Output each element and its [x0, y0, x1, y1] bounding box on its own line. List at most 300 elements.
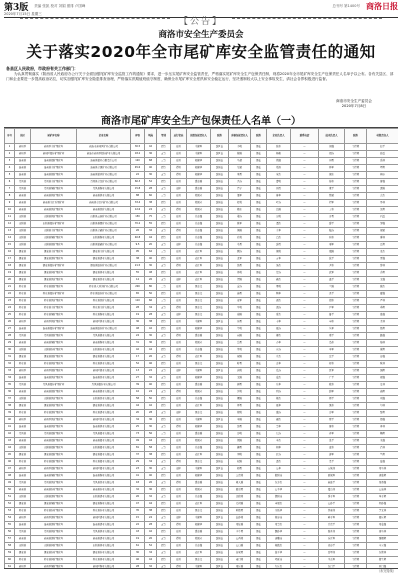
table-cell: 镇长: [251, 298, 267, 305]
table-cell: 28: [145, 410, 157, 417]
table-cell: 施勇: [229, 291, 251, 298]
table-cell: 商南县钒矿尾矿库: [31, 193, 77, 200]
table-cell: 镇长: [251, 543, 267, 550]
table-cell: 52: [131, 361, 145, 368]
table-cell: 闭库: [171, 515, 187, 522]
table-cell: 洛南县锑矿尾矿库: [31, 522, 77, 529]
table-cell: 在用: [171, 494, 187, 501]
table-cell: 商州区: [15, 417, 31, 424]
table-row: [5, 214, 399, 221]
table-cell: 镇长: [251, 200, 267, 207]
table-cell: 镇安县: [15, 354, 31, 361]
table-cell: 停用: [171, 389, 187, 396]
table-cell: 梁勇: [229, 172, 251, 179]
table-cell: 副县长: [211, 214, 229, 221]
table-cell: 30: [145, 424, 157, 431]
table-cell: 罗辉: [367, 165, 399, 172]
table-cell: 工程师: [345, 403, 367, 410]
issue-number: 总刊号 第1400号: [332, 3, 360, 8]
table-cell: 镇长: [251, 319, 267, 326]
table-cell: —: [291, 207, 319, 214]
table-cell: 邵刚: [319, 249, 345, 256]
table-cell: 岳勇: [229, 340, 251, 347]
table-cell: 曾强: [367, 179, 399, 186]
table-row: [5, 368, 399, 375]
table-cell: 商南县: [15, 487, 31, 494]
table-cell: 柞水县锌业有限公司: [77, 508, 131, 515]
table-cell: 谭杰: [267, 221, 291, 228]
table-cell: 益强: [367, 459, 399, 466]
table-cell: 袁刚: [367, 186, 399, 193]
table-row: [5, 417, 399, 424]
table-cell: 镇安县: [15, 277, 31, 284]
table-cell: 在用: [171, 221, 187, 228]
table-cell: 副县长: [211, 277, 229, 284]
table-cell: 66: [145, 298, 157, 305]
table-header-cell: 联系电话: [291, 129, 319, 144]
table-cell: 工程师: [345, 515, 367, 522]
table-cell: 羊舌军: [319, 557, 345, 564]
table-cell: 镇长: [251, 473, 267, 480]
table-cell: 21: [5, 284, 15, 291]
table-cell: 秦军: [319, 242, 345, 249]
table-row: [5, 263, 399, 270]
table-cell: —: [291, 235, 319, 242]
table-cell: 古华: [267, 361, 291, 368]
table-cell: 镇安县金矿尾矿库: [31, 249, 77, 256]
table-cell: 闭库: [171, 186, 187, 193]
table-cell: 42: [145, 529, 157, 536]
table-row: [5, 326, 399, 333]
table-cell: 32: [145, 228, 157, 235]
table-cell: 夔刚: [229, 396, 251, 403]
table-cell: 副县长: [211, 459, 229, 466]
table-cell: 25: [131, 424, 145, 431]
table-row: [5, 242, 399, 249]
table-cell: 刘建华: [187, 375, 211, 382]
table-cell: —: [291, 249, 319, 256]
table-cell: 13: [5, 228, 15, 235]
table-cell: 在用: [171, 557, 187, 564]
table-cell: 洛南县: [15, 375, 31, 382]
table-cell: 严林: [367, 298, 399, 305]
list-title: 商洛市尾矿库安全生产包保责任人名单（一）: [101, 116, 301, 127]
table-cell: —: [291, 179, 319, 186]
table-header-cell: 企业负责人: [267, 129, 291, 144]
table-cell: 陶华: [267, 291, 291, 298]
table-cell: 广平: [319, 375, 345, 382]
table-cell: 方勇: [319, 214, 345, 221]
table-cell: 黄志文: [187, 410, 211, 417]
table-cell: 副县长: [211, 480, 229, 487]
table-cell: 停用: [171, 165, 187, 172]
table-cell: 150: [131, 214, 145, 221]
table-cell: 丹凤县: [15, 179, 31, 186]
table-cell: 丹凤县金龙矿业有限公司: [77, 179, 131, 186]
table-cell: 毛勇: [229, 242, 251, 249]
table-cell: 商南县铜业有限公司: [77, 340, 131, 347]
table-cell: 耿林: [367, 361, 399, 368]
table-cell: 46: [131, 557, 145, 564]
table-cell: 杜明: [229, 200, 251, 207]
table-cell: 舒伟: [319, 361, 345, 368]
table-cell: 慕容涛: [267, 515, 291, 522]
table-cell: 丹凤县: [15, 431, 31, 438]
table-cell: 工程师: [345, 158, 367, 165]
table-cell: 工程师: [345, 438, 367, 445]
table-cell: 26: [131, 228, 145, 235]
table-cell: 程军: [319, 200, 345, 207]
masthead: [0, 0, 402, 12]
table-cell: 在用: [171, 249, 187, 256]
table-cell: 工程师: [345, 298, 367, 305]
table-cell: 韦华: [267, 319, 291, 326]
table-cell: 饶勇: [229, 424, 251, 431]
table-cell: 公孙平: [319, 501, 345, 508]
table-cell: 27: [131, 375, 145, 382]
table-cell: 公华: [267, 466, 291, 473]
table-cell: 四等: [157, 144, 171, 151]
table-cell: 四等: [157, 438, 171, 445]
table-cell: 唐志刚: [187, 179, 211, 186]
table-cell: —: [291, 396, 319, 403]
table-cell: —: [291, 445, 319, 452]
table-cell: 49: [5, 480, 15, 487]
table-cell: 洛南县锑业有限公司: [77, 522, 131, 529]
table-cell: 竺辉: [367, 452, 399, 459]
table-cell: 章杰: [267, 312, 291, 319]
table-cell: 黄志文: [187, 291, 211, 298]
table-cell: 30: [145, 333, 157, 340]
table-cell: 49: [131, 438, 145, 445]
table-cell: 镇长: [251, 501, 267, 508]
table-cell: 镇长: [251, 340, 267, 347]
table-cell: 五等: [157, 536, 171, 543]
table-cell: 45: [5, 452, 15, 459]
table-cell: 丹凤县铁矿尾矿库: [31, 480, 77, 487]
table-cell: 诸葛辉: [367, 473, 399, 480]
table-cell: 镇长: [251, 445, 267, 452]
table-cell: 80: [145, 284, 157, 291]
table-cell: 商州区铜业有限公司: [77, 564, 131, 570]
table-cell: 商州区: [15, 466, 31, 473]
table-row: [5, 361, 399, 368]
table-cell: 兰刚: [319, 284, 345, 291]
table-row: [5, 382, 399, 389]
table-cell: 五等: [157, 494, 171, 501]
table-cell: 郝斌: [367, 228, 399, 235]
table-cell: 王建军: [187, 151, 211, 158]
table-cell: 洛南县: [15, 473, 31, 480]
table-cell: 商州区: [15, 564, 31, 570]
table-cell: 47: [131, 501, 145, 508]
table-cell: 五等: [157, 459, 171, 466]
table-row: [5, 424, 399, 431]
table-cell: 阙勇: [229, 382, 251, 389]
table-cell: 四等: [157, 543, 171, 550]
table-cell: 简强: [367, 417, 399, 424]
table-cell: 65: [131, 291, 145, 298]
table-cell: 任志强: [187, 494, 211, 501]
table-cell: 工程师: [345, 291, 367, 298]
table-cell: 敖明: [229, 410, 251, 417]
table-cell: 国辉: [367, 368, 399, 375]
masthead-right: [326, 1, 398, 12]
table-cell: 宰父强: [367, 543, 399, 550]
table-row: [5, 235, 399, 242]
table-cell: 时勇: [229, 361, 251, 368]
table-cell: 商南县铁矿有限公司: [77, 207, 131, 214]
table-cell: 工程师: [345, 312, 367, 319]
table-cell: 五等: [157, 172, 171, 179]
table-cell: 五等: [157, 242, 171, 249]
table-cell: 邹强: [367, 221, 399, 228]
table-cell: 镇安县: [15, 270, 31, 277]
table-cell: 四等: [157, 396, 171, 403]
table-cell: 镇长: [251, 431, 267, 438]
table-cell: 路强: [367, 333, 399, 340]
table-cell: 汤杰: [267, 263, 291, 270]
table-cell: 蒯勇: [229, 445, 251, 452]
table-cell: 镇长: [251, 235, 267, 242]
table-cell: 工程师: [345, 354, 367, 361]
table-cell: 史红军: [187, 256, 211, 263]
table-cell: 邓国庆: [187, 389, 211, 396]
table-cell: 镇长: [251, 529, 267, 536]
table-cell: 在用: [171, 347, 187, 354]
table-cell: 韩冰: [367, 172, 399, 179]
table-cell: 申伟: [319, 319, 345, 326]
table-cell: 48: [131, 326, 145, 333]
table-cell: 镇长: [251, 326, 267, 333]
table-cell: 31: [5, 354, 15, 361]
table-cell: 38: [145, 319, 157, 326]
table-cell: 越辉: [367, 389, 399, 396]
table-cell: 芦军: [319, 305, 345, 312]
table-cell: 12: [5, 221, 15, 228]
table-cell: 丁伟: [319, 207, 345, 214]
table-cell: 商州区: [15, 144, 31, 151]
table-cell: 镇安县锑业有限公司: [77, 256, 131, 263]
table-cell: —: [291, 424, 319, 431]
table-cell: 伍勇: [229, 319, 251, 326]
table-cell: 41: [5, 424, 15, 431]
table-cell: 镇长: [251, 368, 267, 375]
table-cell: —: [291, 158, 319, 165]
table-cell: 蔚军: [319, 389, 345, 396]
table-cell: 镇长: [251, 459, 267, 466]
table-cell: 五等: [157, 277, 171, 284]
table-cell: 22: [145, 368, 157, 375]
table-cell: 11: [5, 214, 15, 221]
table-cell: 在用: [171, 326, 187, 333]
table-cell: 47: [5, 466, 15, 473]
table-cell: 尤林: [367, 319, 399, 326]
table-cell: 副县长: [211, 326, 229, 333]
table-row: [5, 564, 399, 570]
table-cell: 88: [131, 193, 145, 200]
table-row: [5, 396, 399, 403]
table-cell: 38: [145, 452, 157, 459]
table-cell: 工程师: [345, 305, 367, 312]
table-cell: 副县长: [211, 557, 229, 564]
table-row: [5, 193, 399, 200]
table-cell: 镇长: [251, 179, 267, 186]
table-cell: 柞水县: [15, 305, 31, 312]
table-cell: 邓国庆: [187, 193, 211, 200]
table-cell: 57: [5, 536, 15, 543]
table-header-cell: 职务: [211, 129, 229, 144]
table-cell: 山阳县: [15, 396, 31, 403]
table-cell: 在用: [171, 438, 187, 445]
date-line: 2020年7月15日 星期三: [4, 12, 42, 16]
table-cell: 殷杰: [367, 284, 399, 291]
table-cell: 毕明: [229, 326, 251, 333]
table-cell: 副县长: [211, 487, 229, 494]
section-dash-right: [232, 18, 382, 19]
table-row: [5, 389, 399, 396]
table-cell: 在用: [171, 158, 187, 165]
table-cell: 42: [145, 326, 157, 333]
table-cell: 洛南县: [15, 424, 31, 431]
table-cell: 柞水县银矿尾矿库: [31, 284, 77, 291]
table-cell: —: [291, 480, 319, 487]
table-cell: —: [291, 165, 319, 172]
table-cell: —: [291, 543, 319, 550]
table-cell: 44: [145, 438, 157, 445]
table-cell: 四等: [157, 347, 171, 354]
table-header-cell: 技术负责人: [319, 129, 345, 144]
table-cell: 商州区钒矿尾矿库: [31, 319, 77, 326]
table-cell: 曾伟: [319, 424, 345, 431]
table-cell: 15: [131, 515, 145, 522]
table-cell: 万华: [267, 256, 291, 263]
table-cell: 山阳县秦鼎矿业有限公司: [77, 221, 131, 228]
table-cell: 副县长: [211, 340, 229, 347]
table-cell: 68: [145, 158, 157, 165]
table-cell: 34: [145, 305, 157, 312]
table-cell: 左丘杰: [267, 564, 291, 570]
table-cell: 山阳县锌业有限公司: [77, 347, 131, 354]
table-row: [5, 445, 399, 452]
table-cell: 7: [5, 186, 15, 193]
table-body: [5, 144, 399, 570]
table-cell: 21.5: [131, 263, 145, 270]
table-cell: 百里伟: [319, 550, 345, 557]
table-cell: 毋林: [367, 424, 399, 431]
table-cell: 寇杰: [267, 375, 291, 382]
table-cell: 山阳县金矿尾矿库: [31, 228, 77, 235]
table-cell: 镇长: [251, 277, 267, 284]
table-cell: 工程师: [345, 382, 367, 389]
table-cell: 44: [145, 347, 157, 354]
table-cell: 公羊华: [267, 487, 291, 494]
table-cell: 61: [5, 564, 15, 570]
table-cell: 壤驷辉: [367, 536, 399, 543]
table-cell: 停用: [171, 305, 187, 312]
table-cell: 禄强: [367, 375, 399, 382]
table-cell: 34: [5, 375, 15, 382]
table-cell: 五等: [157, 186, 171, 193]
table-cell: 柞水县钨矿尾矿库: [31, 557, 77, 564]
table-cell: —: [291, 298, 319, 305]
table-row: [5, 473, 399, 480]
table-cell: 管辉: [367, 347, 399, 354]
table-cell: 山阳县钨矿尾矿库: [31, 543, 77, 550]
table-cell: 吕刚: [267, 207, 291, 214]
table-cell: 商州区银业有限公司: [77, 368, 131, 375]
table-cell: 四等: [157, 417, 171, 424]
table-cell: 工程师: [345, 284, 367, 291]
table-cell: 副县长: [211, 375, 229, 382]
table-cell: 王建军: [187, 466, 211, 473]
table-cell: 颛孙华: [267, 529, 291, 536]
table-cell: 四等: [157, 340, 171, 347]
table-cell: 洛南县银矿尾矿库: [31, 172, 77, 179]
table-cell: 白杰: [267, 235, 291, 242]
table-cell: 东郭林: [367, 550, 399, 557]
table-cell: 28: [145, 312, 157, 319]
table-cell: 令狐华: [267, 508, 291, 515]
table-cell: 镇长: [251, 284, 267, 291]
table-cell: 江辉: [367, 242, 399, 249]
table-cell: 五等: [157, 480, 171, 487]
table-cell: 任志强: [187, 445, 211, 452]
table-cell: —: [291, 487, 319, 494]
table-cell: 东门平: [319, 564, 345, 570]
table-cell: 副区长: [211, 417, 229, 424]
table-cell: 丹凤县铜业有限公司: [77, 186, 131, 193]
table-cell: 段干华: [267, 550, 291, 557]
table-cell: 58: [145, 445, 157, 452]
table-cell: 姜涛: [229, 214, 251, 221]
table-cell: 48: [145, 270, 157, 277]
table-cell: 四等: [157, 501, 171, 508]
table-cell: 洛南县钼业有限责任公司: [77, 158, 131, 165]
table-cell: 工程师: [345, 410, 367, 417]
table-cell: 郭峰: [267, 158, 291, 165]
table-cell: 李明: [229, 144, 251, 151]
table-row: [5, 221, 399, 228]
table-cell: 17: [131, 354, 145, 361]
table-header-cell: 等别: [157, 129, 171, 144]
table-row: [5, 298, 399, 305]
table-cell: 柞水县: [15, 361, 31, 368]
table-cell: 商州区钼业有限公司: [77, 466, 131, 473]
table-cell: 崔伟: [319, 235, 345, 242]
table-header-cell: 尾矿库名称: [31, 129, 77, 144]
table-cell: 金华: [267, 228, 291, 235]
table-cell: 商州区铁矿尾矿库: [31, 417, 77, 424]
table-row: [5, 431, 399, 438]
table-cell: 副县长: [211, 291, 229, 298]
table-cell: 14: [131, 277, 145, 284]
table-cell: 37: [5, 396, 15, 403]
table-cell: 尉迟勇: [229, 487, 251, 494]
table-cell: 商南县银业有限公司: [77, 389, 131, 396]
table-cell: 丹凤县银业有限公司: [77, 333, 131, 340]
table-row: [5, 557, 399, 564]
table-cell: —: [291, 312, 319, 319]
table-cell: 山阳县钨业有限公司: [77, 543, 131, 550]
table-cell: 山阳县五洲矿业有限公司: [77, 214, 131, 221]
table-cell: 柳杰: [267, 333, 291, 340]
table-cell: —: [291, 200, 319, 207]
table-cell: 关强: [367, 438, 399, 445]
table-cell: 洪平: [319, 291, 345, 298]
table-cell: 停用: [171, 172, 187, 179]
table-cell: 丹凤县金矿尾矿库: [31, 179, 77, 186]
